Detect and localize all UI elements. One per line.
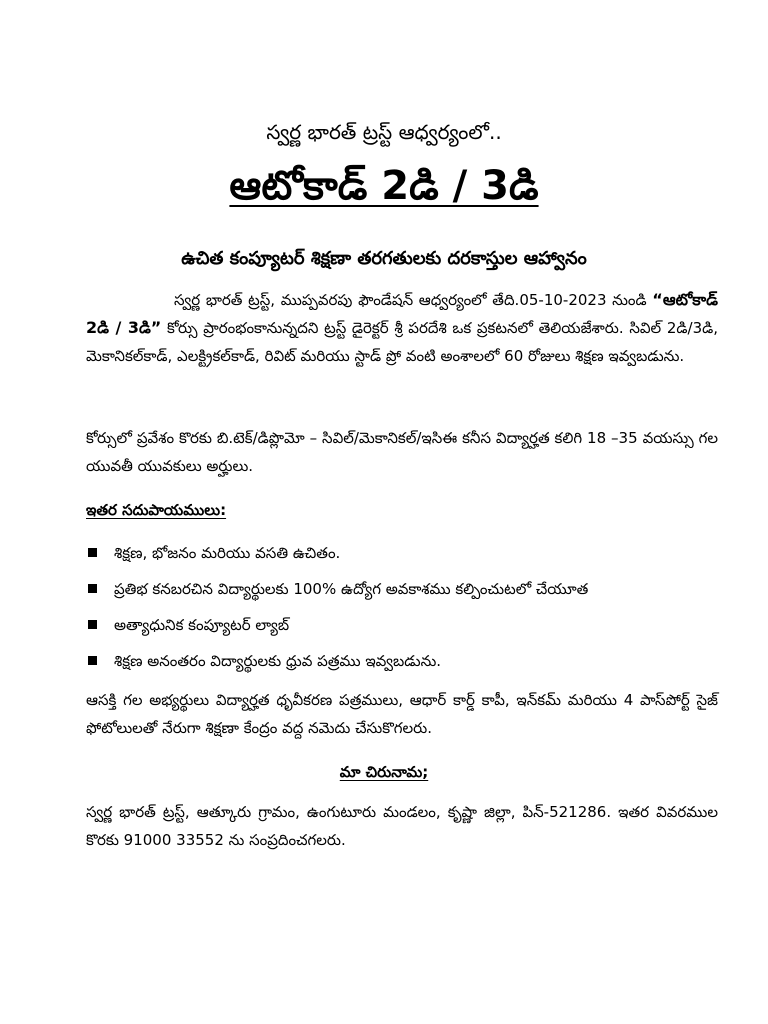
square-bullet-icon <box>88 584 97 593</box>
list-item <box>88 648 718 684</box>
notice-subtitle: ఉచిత కంప్యూటర్ శిక్షణా తరగతులకు దరకాస్తుల ఆహ్వానం <box>181 248 587 269</box>
intro-line: స్వర్ణ భారత్ ట్రస్ట్ ఆధ్వర్యంలో.. <box>266 120 502 144</box>
list-item-text: శిక్షణ, భోజనం మరియు వసతి ఉచితం. <box>114 544 341 562</box>
announcement-lead: స్వర్ణ భారత్ ట్రస్ట్, ముప్పవరపు ఫౌండేషన్ ఆధ్వర్యంలో తేది.05-10-2023 నుండి <box>174 291 647 309</box>
eligibility-paragraph: కోర్సులో ప్రవేశం కొరకు బి.టెక్/డిప్లొమో – సివిల్/మెకానికల్/ఇసిఈ కనీస విద్యార్హత కలిగి 18 –35 వయస్సు గల యువతీ యువకులు అర్హులు. <box>86 429 718 475</box>
list-item-text: ప్రతిభ కనబరచిన విద్యార్థులకు 100% ఉద్యోగ అవకాశము కల్పించుటలో చేయూత <box>114 580 589 598</box>
list-item <box>88 540 718 576</box>
announcement-details: కోర్సు ప్రారంభంకానున్నదని ట్రస్ట్ డైరెక్టర్ శ్రీ పరదేశి ఒక ప్రకటనలో తెలియజేశారు. సివిల్ 2డి/3డి, మెకానికల్‌కాడ్, ఎలక్ట్రికల్‌కాడ్, రివిట్ మరియు స్టాడ్ ప్రో వంటి అంశాలలో 60 రోజులు శిక్షణ ఇవ్వబడును. <box>86 319 718 365</box>
course-title: ఆటోకాడ్ 2డి / 3డి <box>229 163 539 209</box>
list-item <box>88 612 718 648</box>
facilities-heading: ఇతర సదుపాయములు: <box>86 501 227 519</box>
application-instructions: ఆసక్తి గల అభ్యర్థులు విద్యార్హత ధృవీకరణ పత్రములు, ఆధార్ కార్డ్ కాపీ, ఇన్‌కమ్ మరియు 4 పాస్‌పోర్ట్ సైజ్ ఫోటోలులతో నేరుగా శిక్షణా కేంద్రం వద్ద నమెదు చేసుకొగలరు. <box>86 691 718 737</box>
list-item-text: శిక్షణ అనంతరం విద్యార్థులకు ధ్రువ పత్రము ఇవ్వబడును. <box>114 652 442 670</box>
list-item <box>88 576 718 612</box>
list-item-text: అత్యాధునిక కంప్యూటర్ ల్యాబ్ <box>114 616 290 634</box>
address-paragraph: స్వర్ణ భారత్ ట్రస్ట్, ఆత్కూరు గ్రామం, ఉంగుటూరు మండలం, కృష్ణా జిల్లా, పిన్-521286. ఇతర వివరముల కొరకు 91000 33552 ను సంప్రదించగలరు. <box>86 803 718 849</box>
square-bullet-icon <box>88 656 97 665</box>
address-heading: మా చిరునామ; <box>339 763 429 781</box>
facilities-list <box>88 540 718 684</box>
course-announcement-paragraph <box>86 286 718 370</box>
square-bullet-icon <box>88 548 97 557</box>
square-bullet-icon <box>88 620 97 629</box>
course-name-quoted: “ఆటోకాడ్ 2డి / 3డి” <box>86 290 718 337</box>
